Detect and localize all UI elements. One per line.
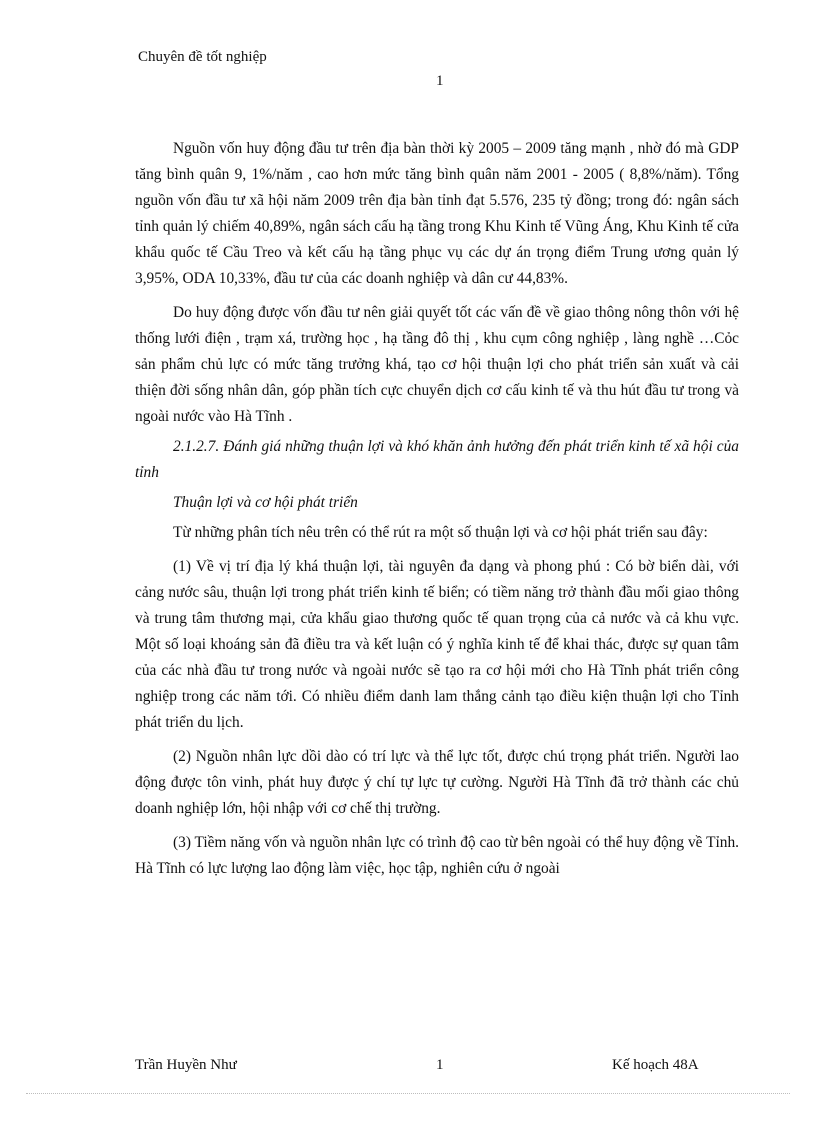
subheading: Thuận lợi và cơ hội phát triển xyxy=(173,494,358,511)
footer-author: Trần Huyền Như xyxy=(135,1057,237,1073)
paragraph: Nguồn vốn huy động đầu tư trên địa bàn thời kỳ 2005 – 2009 tăng mạnh , nhờ đó mà GDP tăng bình quân 9, 1%/năm , cao hơn mức tăng bình quân năm 2001 - 2005 ( 8,8%/năm). Tổng nguồn vốn đầu tư xã hội năm 2009 trên địa bàn tỉnh đạt 5.576, 235 tỷ đồng; trong đó: ngân sách tỉnh quản lý chiếm 40,89%, ngân sách cấu hạ tầng trong Khu Kinh tế Vũng Áng, Khu Kinh tế cửa khẩu quốc tế Cầu Treo và kết cấu hạ tầng phục vụ các dự án trọng điểm Trung ương quản lý 3,95%, ODA 10,33%, đầu tư của các doanh nghiệp và dân cư 44,83%. xyxy=(135,140,739,287)
section-heading: 2.1.2.7. Đánh giá những thuận lợi và khó khăn ảnh hưởng đến phát triển kinh tế xã hội của tỉnh xyxy=(135,438,739,481)
header-page-number: 1 xyxy=(436,73,444,89)
paragraph: Do huy động được vốn đầu tư nên giải quyết tốt các vấn đề về giao thông nông thôn với hệ thống lưới điện , trạm xá, trường học , hạ tầng đô thị , khu cụm công nghiệp , làng nghề …Cỏc sản phẩm chủ lực có mức tăng trưởng khá, tạo cơ hội thuận lợi cho phát triển sản xuất và cải thiện đời sống nhân dân, góp phần tích cực chuyển dịch cơ cấu kinh tế và thu hút đầu tư trong và ngoài nước vào Hà Tĩnh . xyxy=(135,304,739,425)
page-edge-divider xyxy=(26,1093,790,1094)
list-item: (1) Về vị trí địa lý khá thuận lợi, tài nguyên đa dạng và phong phú : Có bờ biển dài, với cảng nước sâu, thuận lợi trong phát triển kinh tế biển; có tiềm năng trở thành đầu mối giao thông và trung tâm thương mại, cửa khẩu giao thương quốc tế quan trọng của cả nước và cả khu vực. Một số loại khoáng sản đã điều tra và kết luận có ý nghĩa kinh tế để khai thác, được sự quan tâm của các nhà đầu tư trong nước và ngoài nước sẽ tạo ra cơ hội mới cho Hà Tĩnh phát triển công nghiệp trong các năm tới. Có nhiều điểm danh lam thắng cảnh tạo điều kiện thuận lợi cho Tỉnh phát triển du lịch. xyxy=(135,558,739,731)
intro-paragraph: Từ những phân tích nêu trên có thể rút ra một số thuận lợi và cơ hội phát triển sau đây: xyxy=(173,524,708,541)
footer-plan: Kế hoạch 48A xyxy=(612,1057,699,1073)
footer-page-number: 1 xyxy=(436,1057,444,1073)
header-title: Chuyên đề tốt nghiệp xyxy=(138,49,267,65)
list-item: (3) Tiềm năng vốn và nguồn nhân lực có trình độ cao từ bên ngoài có thể huy động về Tỉnh. Hà Tĩnh có lực lượng lao động làm việc, học tập, nghiên cứu ở ngoài xyxy=(135,834,739,877)
document-body xyxy=(135,136,739,890)
list-item: (2) Nguồn nhân lực dồi dào có trí lực và thể lực tốt, được chú trọng phát triển. Người lao động được tôn vinh, phát huy được ý chí tự lực tự cường. Người Hà Tĩnh đã trở thành các chủ doanh nghiệp lớn, hội nhập với cơ chế thị trường. xyxy=(135,748,739,817)
